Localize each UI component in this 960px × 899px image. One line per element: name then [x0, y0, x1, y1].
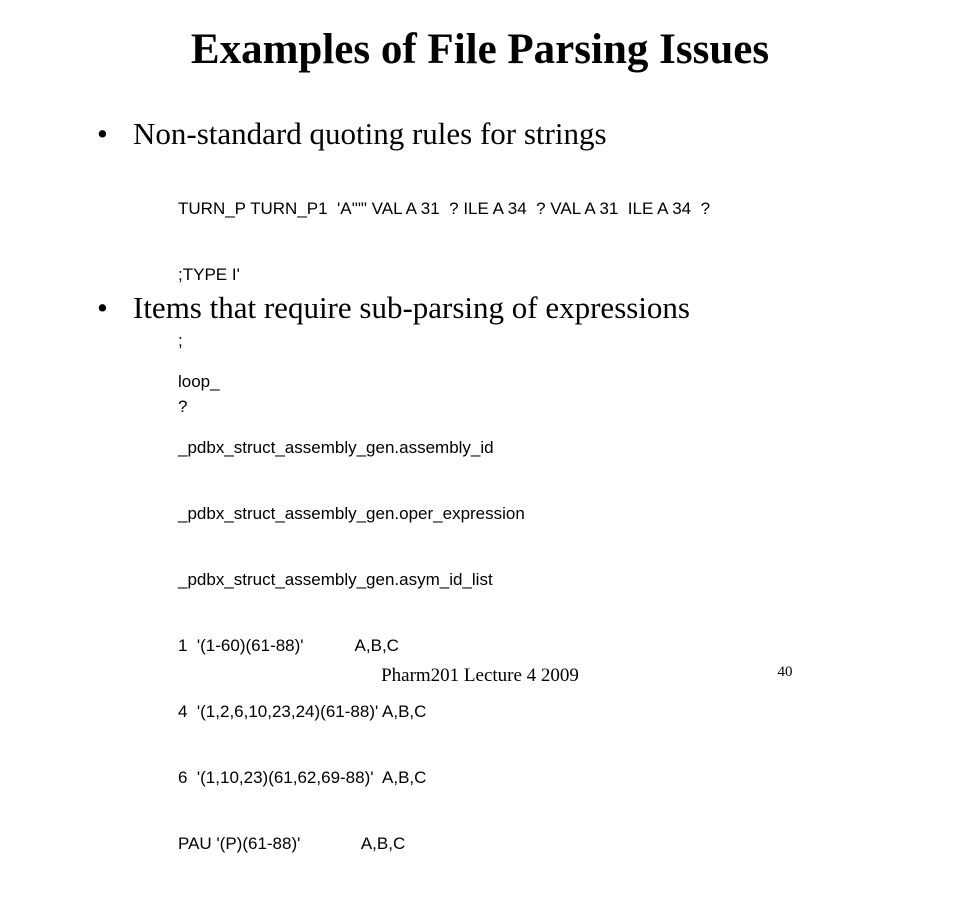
bullet-text: Items that require sub-parsing of expressions [133, 290, 691, 325]
bullet-quoting-rules [97, 116, 607, 152]
code-line: _pdbx_struct_assembly_gen.assembly_id [178, 438, 494, 457]
code-line: ; [178, 331, 183, 350]
bullet-dot: • [97, 290, 108, 325]
code-line: loop_ [178, 372, 220, 391]
code-line: PAU '(P)(61-88)' A,B,C [178, 834, 406, 853]
slide-footer: Pharm201 Lecture 4 2009 [381, 665, 579, 686]
code-line: ? [178, 397, 188, 416]
code-line: _pdbx_struct_assembly_gen.asym_id_list [178, 570, 493, 589]
slide-title: Examples of File Parsing Issues [190, 26, 770, 73]
code-line: ;TYPE I' [178, 265, 240, 284]
code-line: _pdbx_struct_assembly_gen.oper_expression [178, 504, 525, 523]
code-line: 6 '(1,10,23)(61,62,69-88)' A,B,C [178, 768, 427, 787]
code-line: 1 '(1-60)(61-88)' A,B,C [178, 636, 399, 655]
bullet-sub-parsing [97, 290, 690, 326]
code-line: 4 '(1,2,6,10,23,24)(61-88)' A,B,C [178, 702, 427, 721]
code-line: TURN_P TURN_P1 'A'"" VAL A 31 ? ILE A 34 ? VAL A 31 ILE A 34 ? [178, 199, 711, 218]
bullet-text: Non-standard quoting rules for strings [133, 116, 607, 151]
code-block-sub-parsing [178, 327, 525, 899]
bullet-dot: • [97, 116, 108, 151]
page-number: 40 [777, 664, 793, 680]
